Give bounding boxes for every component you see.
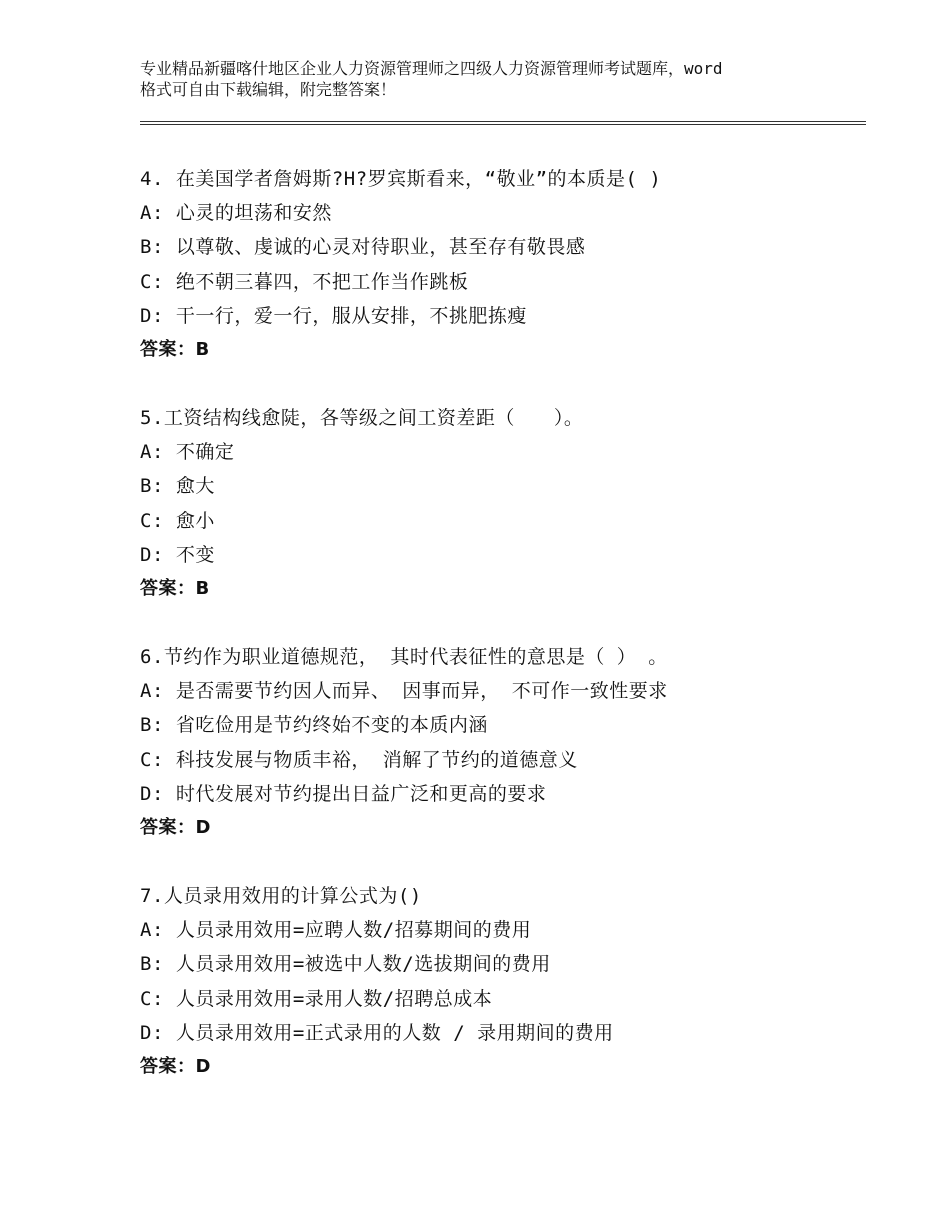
option-c: C: 人员录用效用=录用人数/招聘总成本 xyxy=(140,987,493,1010)
question-stem: 6.节约作为职业道德规范， 其时代表征性的意思是（ ） 。 xyxy=(140,646,668,668)
option-d: D: 干一行，爱一行，服从安排，不挑肥拣瘦 xyxy=(140,304,527,327)
answer: 答案：B xyxy=(140,338,210,360)
answer: 答案：B xyxy=(140,577,210,599)
option-b: B: 愈大 xyxy=(140,475,215,498)
option-c: C: 科技发展与物质丰裕， 消解了节约的道德意义 xyxy=(140,748,578,771)
answer: 答案：D xyxy=(140,816,211,838)
question-stem: 4. 在美国学者詹姆斯?H?罗宾斯看来，“敬业”的本质是( ) xyxy=(140,168,662,190)
question-stem: 7.人员录用效用的计算公式为() xyxy=(140,885,422,907)
header-divider xyxy=(140,121,866,125)
question-block xyxy=(140,879,880,1084)
question-block xyxy=(140,162,880,367)
question-block xyxy=(140,640,880,845)
option-a: A: 是否需要节约因人而异、 因事而异， 不可作一致性要求 xyxy=(140,680,668,703)
option-b: B: 人员录用效用=被选中人数/选拔期间的费用 xyxy=(140,953,551,976)
option-d: D: 时代发展对节约提出日益广泛和更高的要求 xyxy=(140,782,547,805)
option-b: B: 省吃俭用是节约终始不变的本质内涵 xyxy=(140,714,488,737)
question-stem: 5.工资结构线愈陡，各等级之间工资差距（ ）。 xyxy=(140,407,584,429)
question-block xyxy=(140,401,880,606)
option-c: C: 绝不朝三暮四，不把工作当作跳板 xyxy=(140,270,469,293)
option-a: A: 心灵的坦荡和安然 xyxy=(140,202,332,225)
document-header xyxy=(140,58,840,100)
header-title-line-2: 格式可自由下载编辑，附完整答案！ xyxy=(140,80,397,99)
answer: 答案：D xyxy=(140,1055,211,1077)
option-d: D: 人员录用效用=正式录用的人数 / 录用期间的费用 xyxy=(140,1021,614,1044)
header-title-line-1: 专业精品新疆喀什地区企业人力资源管理师之四级人力资源管理师考试题库，word xyxy=(140,59,723,78)
option-b: B: 以尊敬、虔诚的心灵对待职业，甚至存有敬畏感 xyxy=(140,236,586,259)
option-a: A: 人员录用效用=应聘人数/招募期间的费用 xyxy=(140,919,532,942)
option-d: D: 不变 xyxy=(140,543,215,566)
option-c: C: 愈小 xyxy=(140,509,215,532)
option-a: A: 不确定 xyxy=(140,441,235,464)
